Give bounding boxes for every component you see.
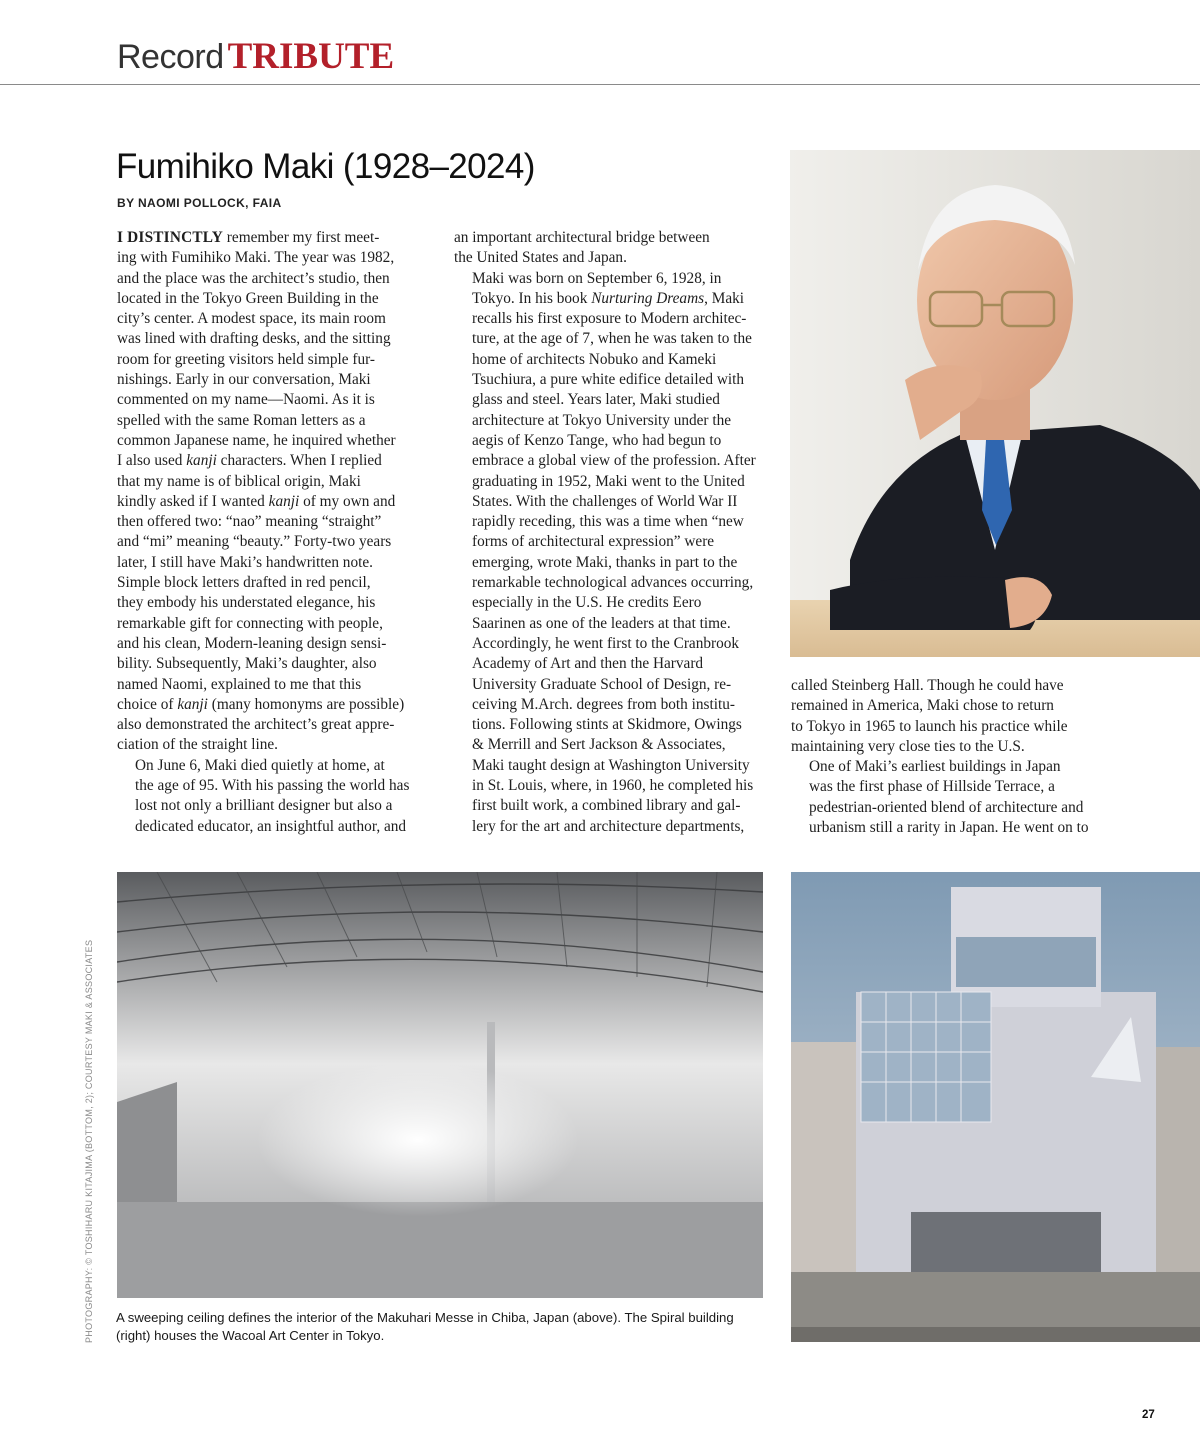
text-line: ture, at the age of 7, when he was taken to the — [472, 330, 752, 348]
text-line: One of Maki’s earliest buildings in Japan — [809, 758, 1061, 776]
text-line: the United States and Japan. — [454, 249, 627, 267]
text-line: especially in the U.S. He credits Eero — [472, 594, 702, 612]
text-line: and his clean, Modern-leaning design sensi- — [117, 634, 387, 652]
text-line: recalls his first exposure to Modern architec- — [472, 310, 747, 328]
text-line: Academy of Art and then the Harvard — [472, 655, 704, 673]
text-line: On June 6, Maki died quietly at home, at — [135, 756, 385, 774]
text-line: embrace a global view of the profession. After — [472, 452, 756, 470]
text-line: common Japanese name, he inquired whether — [117, 431, 396, 449]
text-line: and the place was the architect’s studio, then — [117, 269, 390, 287]
text-line: to Tokyo in 1965 to launch his practice while — [791, 717, 1068, 735]
text-line: room for greeting visitors held simple fur- — [117, 350, 375, 368]
text-line: they embody his understated elegance, his — [117, 594, 376, 612]
text-line: kindly asked if I wanted kanji of my own and — [117, 492, 396, 510]
text-line: Maki taught design at Washington University — [472, 756, 750, 774]
text-line: Saarinen as one of the leaders at that time. — [472, 614, 731, 632]
text-line: University Graduate School of Design, re- — [472, 675, 732, 693]
lead-in: I DISTINCTLY — [117, 229, 223, 246]
text-line: then offered two: “nao” meaning “straight” — [117, 513, 382, 531]
text-line: the age of 95. With his passing the world has — [135, 777, 410, 795]
section-label — [117, 38, 394, 75]
text-line: later, I still have Maki’s handwritten note. — [117, 553, 373, 571]
text-line: called Steinberg Hall. Though he could have — [791, 677, 1064, 694]
text-line: home of architects Nobuko and Kameki — [472, 350, 717, 368]
text-line: also demonstrated the architect’s great appre- — [117, 716, 395, 734]
text-line: maintaining very close ties to the U.S. — [791, 737, 1025, 755]
building-photo — [791, 872, 1200, 1342]
paragraph — [117, 228, 429, 756]
text-line: lost not only a brilliant designer but also a — [135, 797, 393, 815]
text-line: rapidly receding, this was a time when “new — [472, 513, 744, 531]
text-line: & Merrill and Sert Jackson & Associates, — [472, 736, 726, 754]
text-line: was lined with drafting desks, and the sitting — [117, 330, 391, 348]
text-line: I also used kanji characters. When I replied — [117, 452, 382, 470]
byline: BY NAOMI POLLOCK, FAIA — [117, 196, 282, 210]
text-line: an important architectural bridge between — [454, 229, 710, 246]
text-line: lery for the art and architecture departments, — [472, 817, 745, 835]
text-line: Accordingly, he went first to the Cranbrook — [472, 634, 740, 652]
text-line: remarkable gift for connecting with people, — [117, 614, 383, 632]
text-line: dedicated educator, an insightful author, and — [135, 817, 407, 835]
section-word: Record — [117, 38, 224, 76]
paragraph — [791, 676, 1103, 757]
body-column-2 — [454, 228, 766, 837]
body-column-3 — [791, 676, 1103, 838]
text-line: remained in America, Maki chose to return — [791, 697, 1054, 715]
text-line: spelled with the same Roman letters as a — [117, 411, 366, 429]
text-line: States. With the challenges of World War II — [472, 492, 738, 510]
text-line: Simple block letters drafted in red pencil, — [117, 574, 371, 592]
text-line: ing with Fumihiko Maki. The year was 1982, — [117, 249, 395, 267]
text-line: architecture at Tokyo University under the — [472, 411, 732, 429]
text-line: I DISTINCTLY remember my first meet- — [117, 229, 380, 246]
text-line: remarkable technological advances occurring, — [472, 574, 754, 592]
text-line: Tsuchiura, a pure white edifice detailed with — [472, 371, 745, 389]
photo-caption: A sweeping ceiling defines the interior of the Makuhari Messe in Chiba, Japan (above). The Spiral building (right) houses the Wacoal Art Center in Tokyo. — [116, 1310, 734, 1343]
text-line: pedestrian-oriented blend of architecture and — [809, 798, 1084, 816]
text-line: that my name is of biblical origin, Maki — [117, 472, 361, 490]
text-line: named Naomi, explained to me that this — [117, 675, 362, 693]
text-line: in St. Louis, where, in 1960, he completed his — [472, 777, 754, 795]
text-line: Tokyo. In his book Nurturing Dreams, Maki — [472, 289, 745, 307]
text-line: aegis of Kenzo Tange, who had begun to — [472, 431, 722, 449]
section-accent: TRIBUTE — [227, 36, 395, 77]
text-line: choice of kanji (many homonyms are possible) — [117, 695, 405, 713]
page-number: 27 — [1142, 1409, 1155, 1421]
text-line: nishings. Early in our conversation, Maki — [117, 371, 371, 389]
text-line: was the first phase of Hillside Terrace, a — [809, 778, 1055, 796]
article-title: Fumihiko Maki (1928–2024) — [116, 147, 535, 186]
paragraph — [454, 269, 766, 837]
text-line: commented on my name—Naomi. As it is — [117, 391, 375, 409]
body-column-1 — [117, 228, 429, 837]
text-line: glass and steel. Years later, Maki studied — [472, 391, 720, 409]
text-line: bility. Subsequently, Maki’s daughter, also — [117, 655, 377, 673]
header-rule — [0, 84, 1200, 85]
paragraph — [791, 757, 1103, 838]
text-line: Maki was born on September 6, 1928, in — [472, 269, 722, 287]
portrait-photo — [790, 150, 1200, 657]
paragraph — [454, 228, 766, 269]
interior-photo — [117, 872, 763, 1298]
text-line: located in the Tokyo Green Building in the — [117, 289, 379, 307]
text-line: ciation of the straight line. — [117, 736, 278, 754]
paragraph — [117, 756, 429, 837]
photo-credit: PHOTOGRAPHY: © TOSHIHARU KITAJIMA (BOTTOM, 2); COURTESY MAKI & ASSOCIATES — [84, 939, 94, 1343]
text-line: city’s center. A modest space, its main room — [117, 310, 386, 328]
text-line: and “mi” meaning “beauty.” Forty-two years — [117, 533, 392, 551]
text-line: ceiving M.Arch. degrees from both institu- — [472, 695, 735, 713]
text-line: urbanism still a rarity in Japan. He went on to — [809, 819, 1089, 837]
text-line: emerging, wrote Maki, thanks in part to the — [472, 553, 738, 571]
text-line: tions. Following stints at Skidmore, Owings — [472, 716, 742, 734]
text-line: forms of architectural expression” were — [472, 533, 715, 551]
text-line: graduating in 1952, Maki went to the United — [472, 472, 745, 490]
text-line: first built work, a combined library and gal- — [472, 797, 741, 815]
